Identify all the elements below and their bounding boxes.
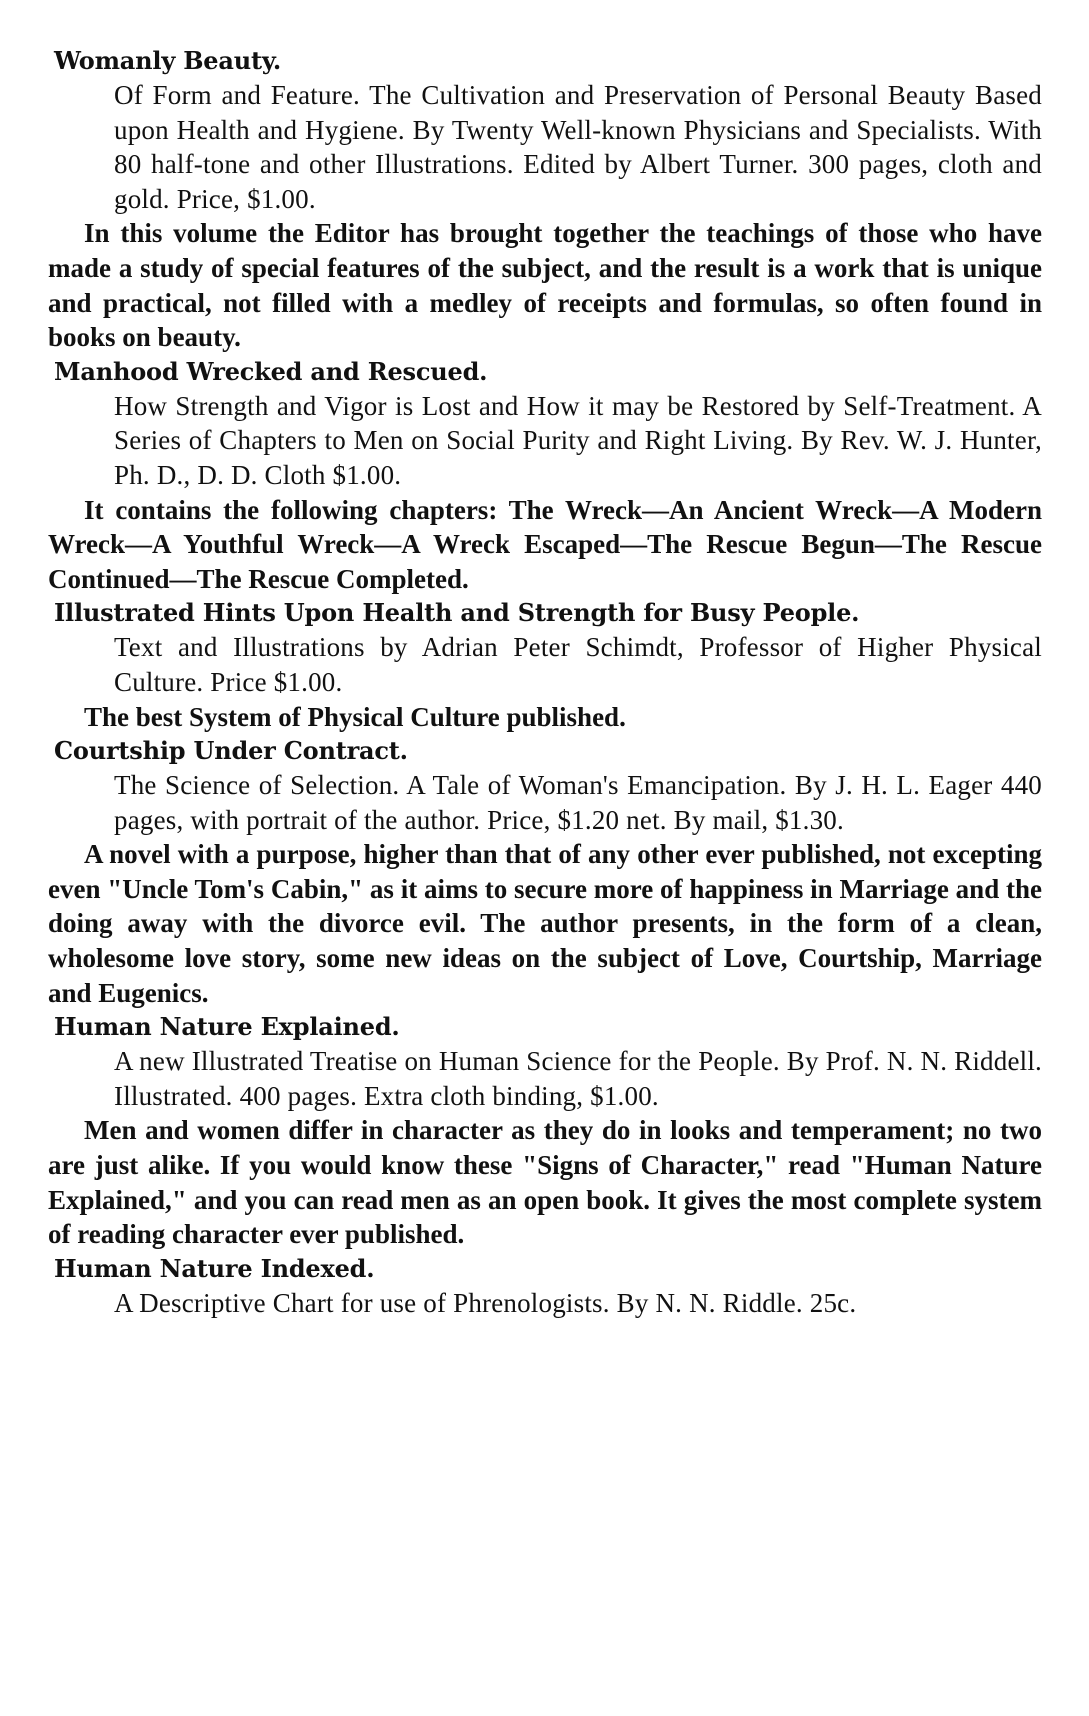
entry-description: How Strength and Vigor is Lost and How it may be Restored by Self-Treatment. A Series of Chapters to Men on Social Purity and Right Living. By Rev. W. J. Hunter, Ph. D., D. D. Cloth $1.00. <box>114 390 1042 490</box>
entry-human-nature-explained <box>48 1010 1042 1252</box>
entry-description: Text and Illustrations by Adrian Peter Schimdt, Professor of Higher Physical Culture. Price $1.00. <box>114 632 1042 697</box>
entry-note: The best System of Physical Culture published. <box>84 701 626 732</box>
entry-title: Human Nature Indexed. <box>54 1253 375 1283</box>
entry-description: A Descriptive Chart for use of Phrenologists. By N. N. Riddle. 25c. <box>114 1287 857 1318</box>
entry-title: Human Nature Explained. <box>54 1012 400 1042</box>
entry-note: It contains the following chapters: The Wreck—An Ancient Wreck—A Modern Wreck—A Youthful Wreck—A Wreck Escaped—The Rescue Begun—The Rescue Continued—The Rescue Completed. <box>48 494 1042 594</box>
entry-illustrated-hints <box>48 596 1042 734</box>
entry-courtship-under-contract <box>48 734 1042 1010</box>
entry-title: Manhood Wrecked and Rescued. <box>54 356 488 386</box>
entry-title: Courtship Under Contract. <box>54 736 408 766</box>
entry-note: A novel with a purpose, higher than that of any other ever published, not excepting even "Uncle Tom's Cabin," as it aims to secure more of happiness in Marriage and the doing away with the divorce evil. The author presents, in the form of a clean, wholesome love story, some new ideas on the subject of Love, Courtship, Marriage and Eugenics. <box>48 839 1042 1008</box>
entry-title: Womanly Beauty. <box>54 46 282 75</box>
entry-description: A new Illustrated Treatise on Human Science for the People. By Prof. N. N. Riddell. Illustrated. 400 pages. Extra cloth binding, $1.00. <box>114 1046 1042 1111</box>
book-list-page <box>48 44 1042 1320</box>
entry-title: Illustrated Hints Upon Health and Strength for Busy People. <box>54 598 860 628</box>
entry-note: In this volume the Editor has brought together the teachings of those who have made a study of special features of the subject, and the result is a work that is unique and practical, not filled with a medley of receipts and formulas, so often found in books on beauty. <box>48 218 1042 353</box>
entry-description: Of Form and Feature. The Cultivation and Preservation of Personal Beauty Based upon Health and Hygiene. By Twenty Well-known Physicians and Specialists. With 80 half-tone and other Illustrations. Edited by Albert Turner. 300 pages, cloth and gold. Price, $1.00. <box>114 80 1042 214</box>
entry-human-nature-indexed <box>48 1252 1042 1321</box>
entry-note: Men and women differ in character as they do in looks and temperament; no two are just alike. If you would know these "Signs of Character," read "Human Nature Explained," and you can read men as an open book. It gives the most complete system of reading character ever published. <box>48 1115 1042 1250</box>
entry-manhood-wrecked <box>48 355 1042 597</box>
entry-description: The Science of Selection. A Tale of Woman's Emancipation. By J. H. L. Eager 440 pages, with portrait of the author. Price, $1.20 net. By mail, $1.30. <box>114 770 1042 835</box>
entry-womanly-beauty <box>48 44 1042 355</box>
